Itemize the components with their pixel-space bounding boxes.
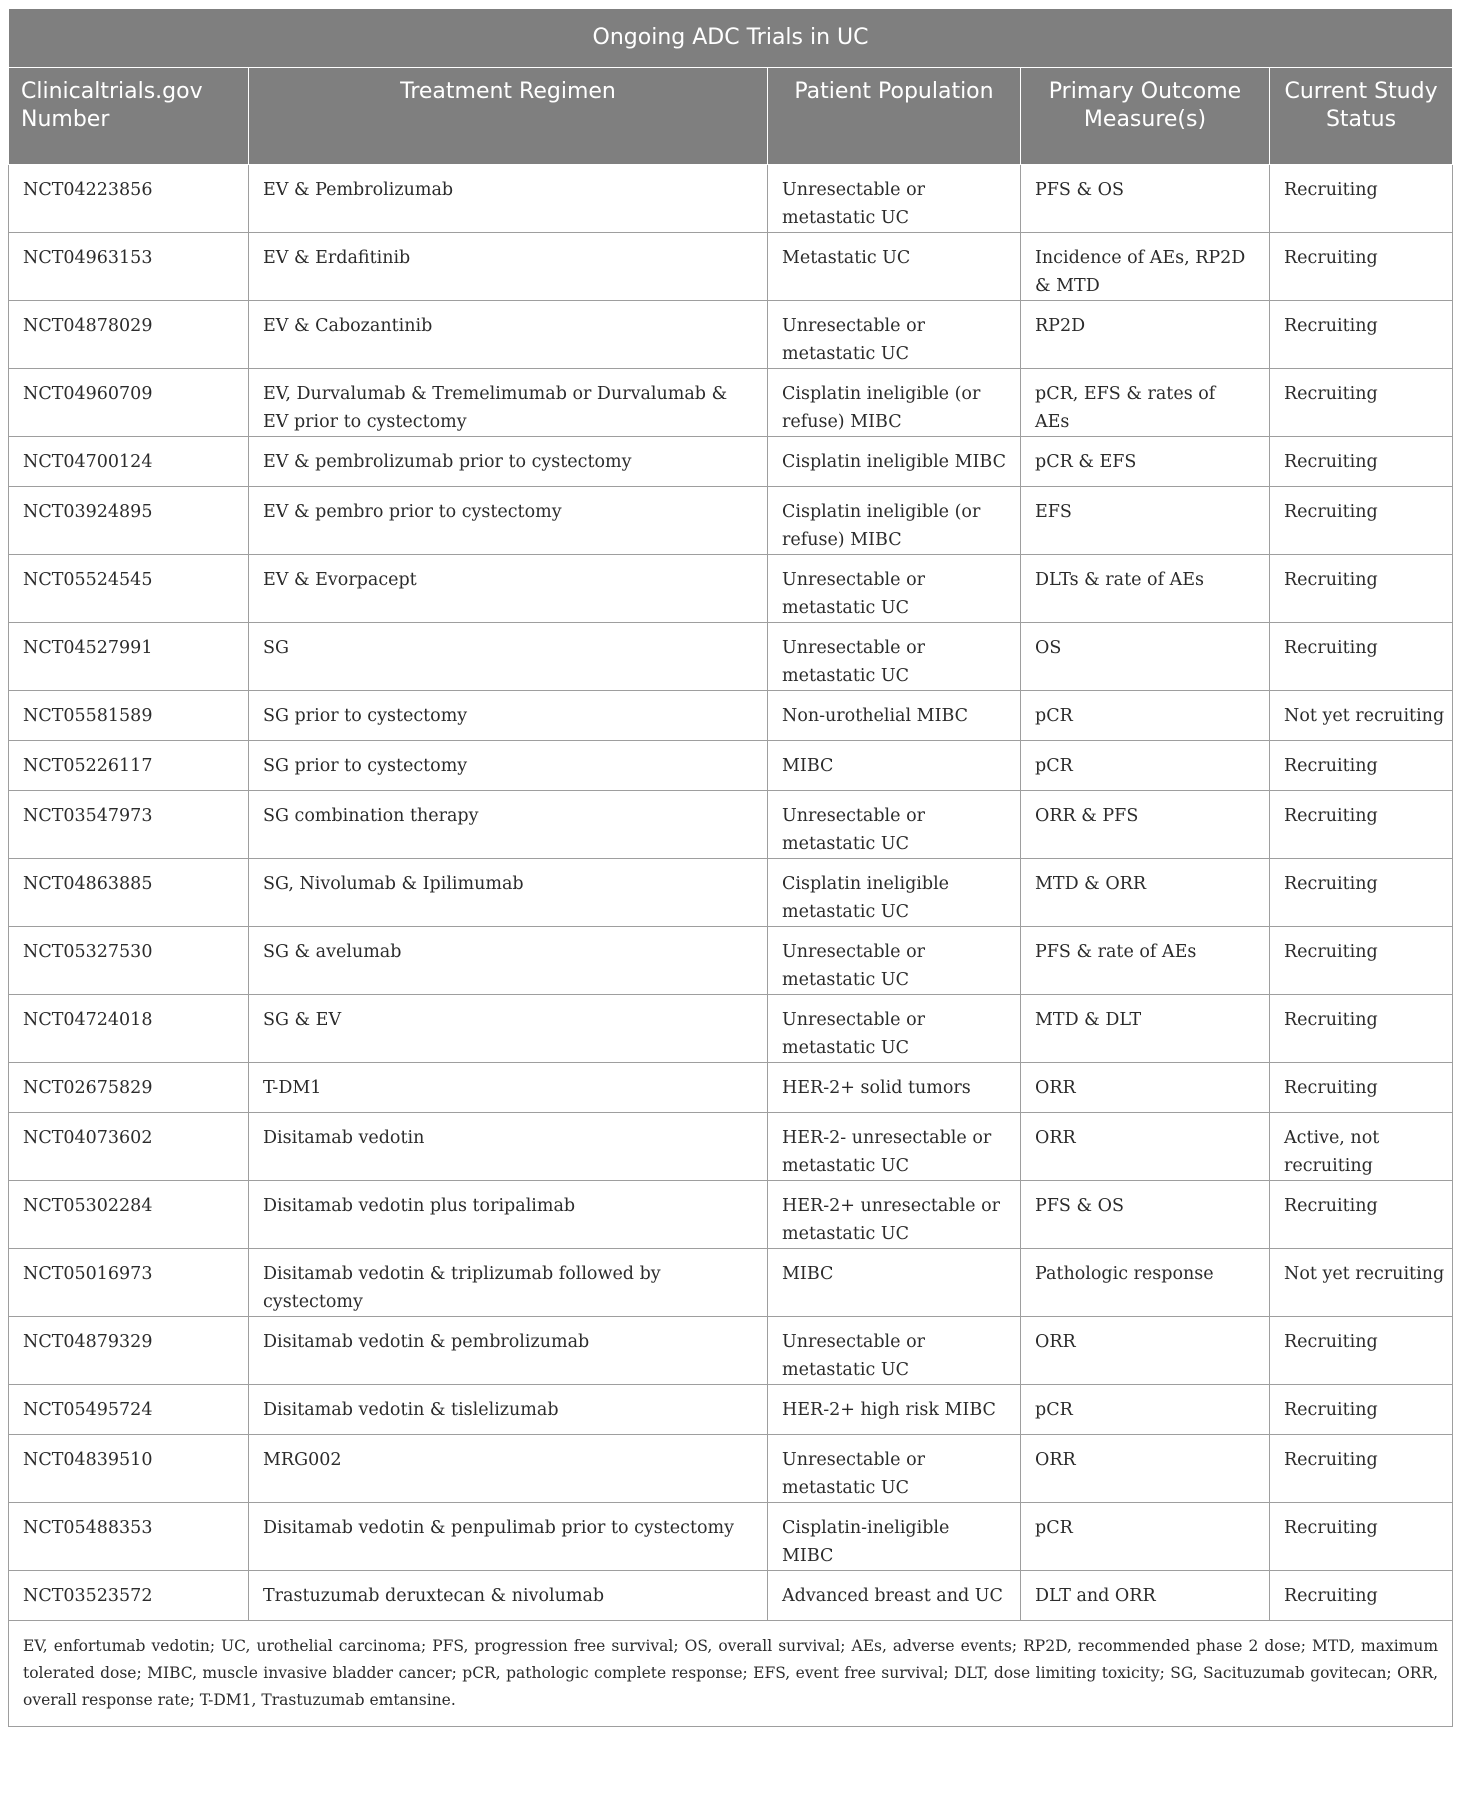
cell-nct-number: NCT04527991 — [9, 623, 249, 691]
cell-nct-number: NCT03924895 — [9, 487, 249, 555]
cell-patient-population: Advanced breast and UC — [768, 1571, 1021, 1621]
cell-patient-population: MIBC — [768, 741, 1021, 791]
cell-primary-outcome: PFS & rate of AEs — [1021, 927, 1270, 995]
cell-nct-number: NCT05302284 — [9, 1181, 249, 1249]
table-row — [9, 555, 1453, 623]
cell-primary-outcome: MTD & DLT — [1021, 995, 1270, 1063]
cell-primary-outcome: Pathologic response — [1021, 1249, 1270, 1317]
cell-patient-population: Unresectable or metastatic UC — [768, 623, 1021, 691]
cell-treatment-regimen: EV & pembro prior to cystectomy — [249, 487, 768, 555]
table-body — [9, 165, 1453, 1621]
header-primary-outcome: Primary Outcome Measure(s) — [1021, 68, 1270, 165]
cell-nct-number: NCT05524545 — [9, 555, 249, 623]
cell-nct-number: NCT04878029 — [9, 301, 249, 369]
cell-patient-population: Unresectable or metastatic UC — [768, 791, 1021, 859]
cell-nct-number: NCT04863885 — [9, 859, 249, 927]
cell-primary-outcome: OS — [1021, 623, 1270, 691]
cell-primary-outcome: PFS & OS — [1021, 165, 1270, 233]
cell-patient-population: Unresectable or metastatic UC — [768, 927, 1021, 995]
cell-patient-population: Metastatic UC — [768, 233, 1021, 301]
ongoing-adc-trials-table — [8, 8, 1453, 1727]
table-row — [9, 1503, 1453, 1571]
cell-study-status: Recruiting — [1270, 487, 1453, 555]
cell-treatment-regimen: Disitamab vedotin & pembrolizumab — [249, 1317, 768, 1385]
cell-treatment-regimen: Disitamab vedotin — [249, 1113, 768, 1181]
cell-primary-outcome: RP2D — [1021, 301, 1270, 369]
cell-study-status: Recruiting — [1270, 233, 1453, 301]
cell-patient-population: HER-2- unresectable or metastatic UC — [768, 1113, 1021, 1181]
cell-treatment-regimen: EV & pembrolizumab prior to cystectomy — [249, 437, 768, 487]
cell-primary-outcome: ORR — [1021, 1063, 1270, 1113]
cell-study-status: Recruiting — [1270, 301, 1453, 369]
cell-treatment-regimen: T-DM1 — [249, 1063, 768, 1113]
cell-treatment-regimen: SG combination therapy — [249, 791, 768, 859]
cell-primary-outcome: pCR & EFS — [1021, 437, 1270, 487]
table-row — [9, 623, 1453, 691]
cell-primary-outcome: DLTs & rate of AEs — [1021, 555, 1270, 623]
cell-primary-outcome: pCR — [1021, 1385, 1270, 1435]
cell-study-status: Recruiting — [1270, 859, 1453, 927]
cell-primary-outcome: ORR — [1021, 1113, 1270, 1181]
cell-primary-outcome: pCR — [1021, 691, 1270, 741]
cell-treatment-regimen: SG prior to cystectomy — [249, 741, 768, 791]
table-row — [9, 301, 1453, 369]
trials-table-container — [8, 8, 1452, 1727]
cell-primary-outcome: Incidence of AEs, RP2D & MTD — [1021, 233, 1270, 301]
cell-study-status: Recruiting — [1270, 791, 1453, 859]
table-row — [9, 1181, 1453, 1249]
cell-patient-population: Cisplatin-ineligible MIBC — [768, 1503, 1021, 1571]
table-row — [9, 691, 1453, 741]
cell-treatment-regimen: EV & Pembrolizumab — [249, 165, 768, 233]
cell-patient-population: Unresectable or metastatic UC — [768, 555, 1021, 623]
cell-study-status: Recruiting — [1270, 995, 1453, 1063]
cell-primary-outcome: pCR, EFS & rates of AEs — [1021, 369, 1270, 437]
cell-treatment-regimen: EV & Erdafitinib — [249, 233, 768, 301]
cell-treatment-regimen: SG & avelumab — [249, 927, 768, 995]
table-row — [9, 233, 1453, 301]
cell-patient-population: Unresectable or metastatic UC — [768, 1435, 1021, 1503]
table-row — [9, 927, 1453, 995]
cell-patient-population: Cisplatin ineligible (or refuse) MIBC — [768, 369, 1021, 437]
cell-nct-number: NCT04223856 — [9, 165, 249, 233]
table-row — [9, 1385, 1453, 1435]
header-patient-population: Patient Population — [768, 68, 1021, 165]
cell-patient-population: Cisplatin ineligible MIBC — [768, 437, 1021, 487]
cell-nct-number: NCT05016973 — [9, 1249, 249, 1317]
cell-primary-outcome: ORR — [1021, 1317, 1270, 1385]
cell-treatment-regimen: EV & Cabozantinib — [249, 301, 768, 369]
cell-primary-outcome: PFS & OS — [1021, 1181, 1270, 1249]
cell-patient-population: Unresectable or metastatic UC — [768, 1317, 1021, 1385]
table-row — [9, 165, 1453, 233]
cell-patient-population: Unresectable or metastatic UC — [768, 995, 1021, 1063]
cell-patient-population: Unresectable or metastatic UC — [768, 165, 1021, 233]
cell-nct-number: NCT04724018 — [9, 995, 249, 1063]
cell-study-status: Recruiting — [1270, 1503, 1453, 1571]
cell-study-status: Recruiting — [1270, 437, 1453, 487]
table-row — [9, 741, 1453, 791]
cell-study-status: Active, not recruiting — [1270, 1113, 1453, 1181]
table-row — [9, 995, 1453, 1063]
cell-patient-population: Cisplatin ineligible (or refuse) MIBC — [768, 487, 1021, 555]
cell-nct-number: NCT03547973 — [9, 791, 249, 859]
cell-primary-outcome: ORR & PFS — [1021, 791, 1270, 859]
cell-study-status: Not yet recruiting — [1270, 1249, 1453, 1317]
table-row — [9, 1317, 1453, 1385]
table-row — [9, 487, 1453, 555]
table-row — [9, 437, 1453, 487]
cell-treatment-regimen: SG, Nivolumab & Ipilimumab — [249, 859, 768, 927]
cell-study-status: Recruiting — [1270, 369, 1453, 437]
cell-study-status: Recruiting — [1270, 1317, 1453, 1385]
cell-nct-number: NCT02675829 — [9, 1063, 249, 1113]
header-treatment-regimen: Treatment Regimen — [249, 68, 768, 165]
cell-treatment-regimen: EV, Durvalumab & Tremelimumab or Durvalumab & EV prior to cystectomy — [249, 369, 768, 437]
cell-patient-population: Cisplatin ineligible metastatic UC — [768, 859, 1021, 927]
cell-nct-number: NCT05495724 — [9, 1385, 249, 1435]
cell-treatment-regimen: SG prior to cystectomy — [249, 691, 768, 741]
cell-study-status: Recruiting — [1270, 1063, 1453, 1113]
cell-nct-number: NCT05581589 — [9, 691, 249, 741]
cell-study-status: Recruiting — [1270, 1435, 1453, 1503]
cell-study-status: Recruiting — [1270, 1571, 1453, 1621]
cell-nct-number: NCT04700124 — [9, 437, 249, 487]
cell-primary-outcome: ORR — [1021, 1435, 1270, 1503]
table-row — [9, 369, 1453, 437]
table-footnote: EV, enfortumab vedotin; UC, urothelial carcinoma; PFS, progression free survival; OS, overall survival; AEs, adverse events; RP2D, recommended phase 2 dose; MTD, maximum tolerated dose; MIBC, muscle invasive bladder cancer; pCR, pathologic complete response; EFS, event free survival; DLT, dose limiting toxicity; SG, Sacituzumab govitecan; ORR, overall response rate; T-DM1, Trastuzumab emtansine. — [9, 1621, 1453, 1727]
cell-study-status: Recruiting — [1270, 555, 1453, 623]
cell-treatment-regimen: SG & EV — [249, 995, 768, 1063]
cell-study-status: Recruiting — [1270, 741, 1453, 791]
table-row — [9, 1063, 1453, 1113]
table-row — [9, 791, 1453, 859]
table-row — [9, 1435, 1453, 1503]
cell-patient-population: HER-2+ unresectable or metastatic UC — [768, 1181, 1021, 1249]
table-title: Ongoing ADC Trials in UC — [9, 9, 1453, 68]
cell-study-status: Recruiting — [1270, 623, 1453, 691]
cell-treatment-regimen: Disitamab vedotin plus toripalimab — [249, 1181, 768, 1249]
header-nct-number: Clinicaltrials.gov Number — [9, 68, 249, 165]
cell-treatment-regimen: Trastuzumab deruxtecan & nivolumab — [249, 1571, 768, 1621]
table-row — [9, 1571, 1453, 1621]
cell-study-status: Not yet recruiting — [1270, 691, 1453, 741]
cell-patient-population: HER-2+ high risk MIBC — [768, 1385, 1021, 1435]
cell-treatment-regimen: Disitamab vedotin & tislelizumab — [249, 1385, 768, 1435]
cell-primary-outcome: pCR — [1021, 741, 1270, 791]
cell-nct-number: NCT05488353 — [9, 1503, 249, 1571]
cell-nct-number: NCT04960709 — [9, 369, 249, 437]
cell-patient-population: Unresectable or metastatic UC — [768, 301, 1021, 369]
cell-study-status: Recruiting — [1270, 1181, 1453, 1249]
cell-nct-number: NCT05226117 — [9, 741, 249, 791]
cell-treatment-regimen: SG — [249, 623, 768, 691]
cell-patient-population: HER-2+ solid tumors — [768, 1063, 1021, 1113]
cell-nct-number: NCT05327530 — [9, 927, 249, 995]
cell-study-status: Recruiting — [1270, 927, 1453, 995]
cell-primary-outcome: DLT and ORR — [1021, 1571, 1270, 1621]
cell-nct-number: NCT03523572 — [9, 1571, 249, 1621]
cell-treatment-regimen: MRG002 — [249, 1435, 768, 1503]
header-study-status: Current Study Status — [1270, 68, 1453, 165]
cell-study-status: Recruiting — [1270, 1385, 1453, 1435]
table-row — [9, 1113, 1453, 1181]
cell-treatment-regimen: Disitamab vedotin & triplizumab followed by cystectomy — [249, 1249, 768, 1317]
cell-patient-population: Non-urothelial MIBC — [768, 691, 1021, 741]
cell-nct-number: NCT04073602 — [9, 1113, 249, 1181]
cell-patient-population: MIBC — [768, 1249, 1021, 1317]
cell-treatment-regimen: Disitamab vedotin & penpulimab prior to cystectomy — [249, 1503, 768, 1571]
cell-nct-number: NCT04963153 — [9, 233, 249, 301]
cell-study-status: Recruiting — [1270, 165, 1453, 233]
cell-primary-outcome: MTD & ORR — [1021, 859, 1270, 927]
cell-primary-outcome: EFS — [1021, 487, 1270, 555]
cell-nct-number: NCT04879329 — [9, 1317, 249, 1385]
table-row — [9, 859, 1453, 927]
cell-treatment-regimen: EV & Evorpacept — [249, 555, 768, 623]
cell-nct-number: NCT04839510 — [9, 1435, 249, 1503]
table-row — [9, 1249, 1453, 1317]
cell-primary-outcome: pCR — [1021, 1503, 1270, 1571]
